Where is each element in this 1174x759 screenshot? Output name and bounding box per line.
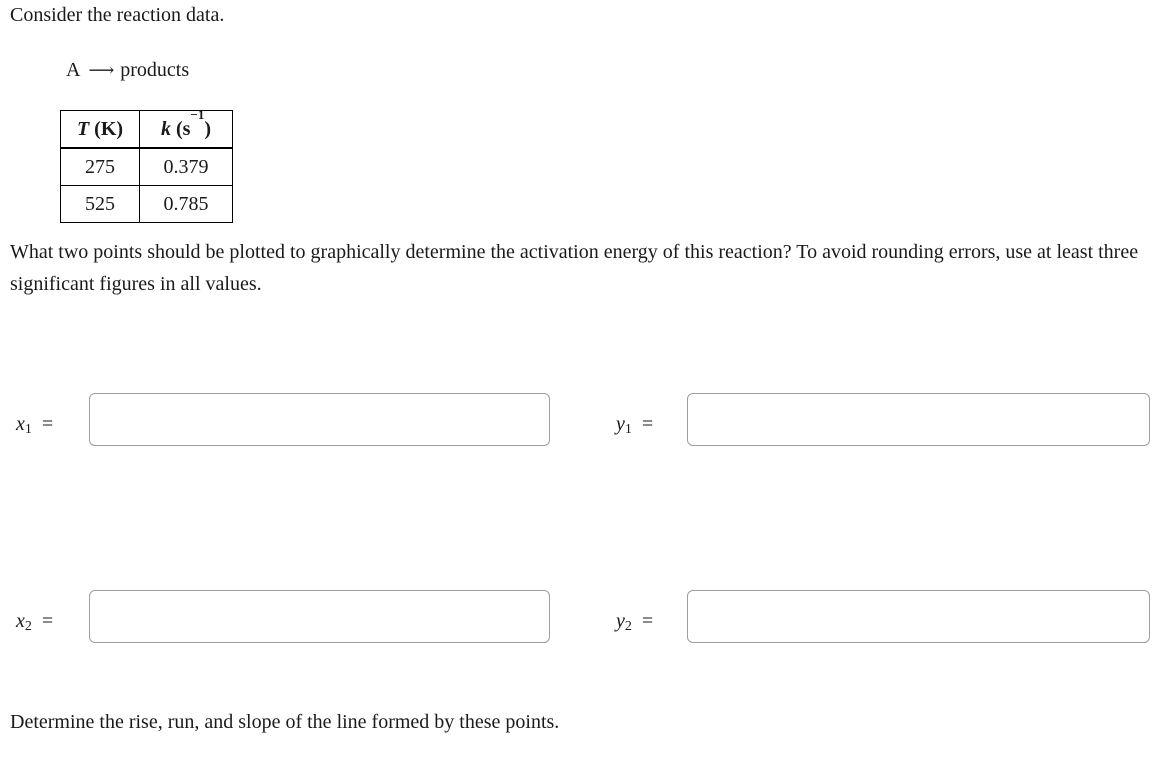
table-cell: 275 [61,148,140,186]
y2-input[interactable] [687,590,1150,643]
reaction-arrow-icon: ⟶ [88,60,115,80]
x2-label: $x_2$ = [16,610,54,634]
y1-label: $y_1$ = [616,413,654,437]
table-header-row [61,111,233,149]
table-row [61,148,233,186]
product-label: products [120,59,190,81]
y1-input[interactable] [687,393,1150,446]
table-cell: 525 [61,186,140,223]
header-temperature: T (K) [61,111,140,149]
question-text: What two points should be plotted to graphically determine the activation energy of this reaction? To avoid rounding errors, use at least three significant figures in all values. [10,241,1139,295]
reactant-label: A [66,59,81,81]
table-cell: 0.785 [140,186,233,223]
x1-input[interactable] [89,393,550,446]
x2-input[interactable] [89,590,550,643]
table-cell: 0.379 [140,148,233,186]
x1-label: $x_1$ = [16,413,54,437]
intro-text: Consider the reaction data. [10,4,225,26]
instruction-text: Determine the rise, run, and slope of the line formed by these points. [10,711,560,733]
reaction-data-table [60,106,233,223]
header-rate-constant: k $(s^{-1})$ [140,111,233,149]
table-row [61,186,233,223]
y2-label: $y_2$ = [616,610,654,634]
reaction-equation [66,57,189,83]
